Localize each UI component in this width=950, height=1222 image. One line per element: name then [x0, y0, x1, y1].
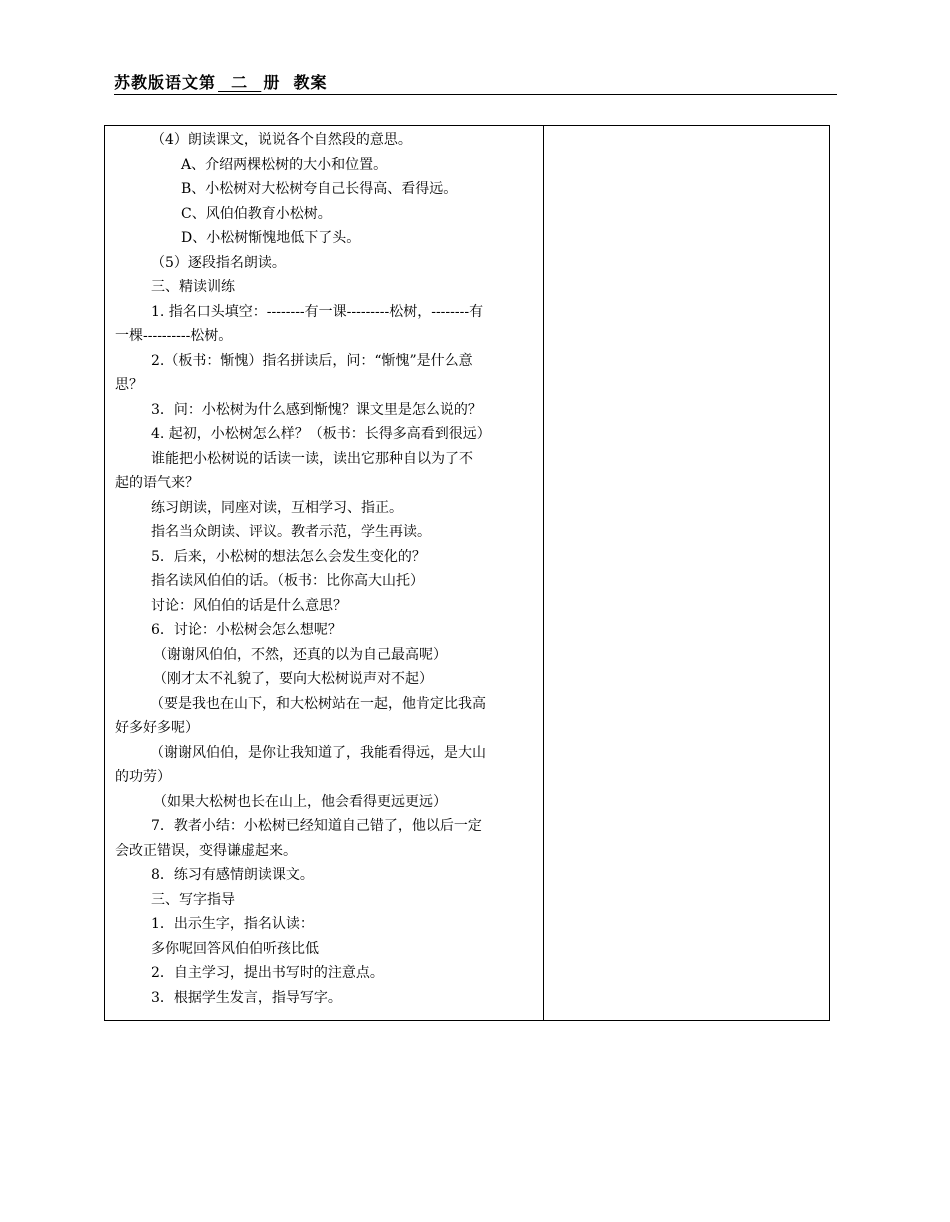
lesson-line: 讨论：风伯伯的话是什么意思？	[151, 597, 347, 614]
lesson-line: 的功劳）	[115, 769, 171, 785]
notes-cell	[544, 126, 829, 1020]
lesson-line: （如果大松树也长在山上，他会看得更远更远）	[153, 793, 447, 810]
lesson-line: 好多好多呢）	[115, 720, 199, 736]
lesson-line: 1．出示生字，指名认读：	[151, 916, 314, 932]
lesson-line: 三、精读训练	[151, 279, 235, 295]
lesson-line: 多你呢回答风伯伯听孩比低	[151, 940, 319, 957]
lesson-line: 2．自主学习，提出书写时的注意点。	[151, 965, 384, 981]
lesson-line: （刚才太不礼貌了，要向大松树说声对不起）	[153, 671, 433, 687]
lesson-table	[104, 125, 830, 1021]
lesson-line: （5）逐段指名朗读。	[151, 254, 286, 271]
lesson-line: 3．根据学生发言，指导写字。	[151, 989, 342, 1006]
lesson-line: 练习朗读，同座对读，互相学习、指正。	[151, 499, 403, 516]
header-suffix: 册 教案	[263, 73, 328, 92]
lesson-line: 8．练习有感情朗读课文。	[151, 867, 314, 883]
lesson-line: 一棵----------松树。	[115, 328, 233, 344]
lesson-line: 会改正错误，变得谦虚起来。	[115, 842, 297, 859]
lesson-line: 起的语气来？	[115, 475, 199, 491]
lesson-line: 1. 指名口头填空：--------有一课---------松树，--------有	[151, 303, 484, 320]
header-prefix: 苏教版语文第	[114, 73, 217, 92]
lesson-line: 三、写字指导	[151, 891, 235, 908]
lesson-line: 6．讨论：小松树会怎么想呢？	[151, 622, 342, 638]
page-header	[114, 68, 837, 95]
lesson-line: D、小松树惭愧地低下了头。	[181, 230, 361, 246]
lesson-line: （要是我也在山下，和大松树站在一起，他肯定比我高	[150, 695, 486, 712]
lesson-line: 4. 起初，小松树怎么样？（板书：长得多高看到很远）	[151, 426, 491, 442]
lesson-line: 7．教者小结：小松树已经知道自己错了，他以后一定	[151, 818, 482, 834]
header-title	[114, 70, 327, 93]
lesson-line: （谢谢风伯伯，是你让我知道了，我能看得远，是大山	[150, 744, 486, 761]
lesson-line: 思？	[115, 377, 143, 393]
lesson-line: 5．后来，小松树的想法怎么会发生变化的？	[151, 548, 426, 565]
lesson-line: B、小松树对大松树夸自己长得高、看得远。	[181, 181, 458, 197]
lesson-line: A、介绍两棵松树的大小和位置。	[181, 156, 388, 173]
lesson-line: 指名当众朗读、评议。教者示范，学生再读。	[151, 524, 431, 540]
lesson-line: 谁能把小松树说的话读一读，读出它那种自以为了不	[151, 450, 473, 467]
lesson-content-cell	[105, 126, 544, 1020]
lesson-line: （4）朗读课文，说说各个自然段的意思。	[151, 132, 412, 148]
lesson-line: 指名读风伯伯的话。（板书：比你高大山托）	[151, 573, 424, 589]
lesson-line: C、风伯伯教育小松树。	[181, 205, 332, 222]
lesson-line: 3．问：小松树为什么感到惭愧？课文里是怎么说的？	[151, 401, 482, 418]
lesson-content	[115, 128, 539, 1010]
header-volume: 二	[218, 73, 262, 92]
lesson-line: 2.（板书：惭愧）指名拼读后，问：“惭愧”是什么意	[151, 352, 473, 369]
lesson-line: （谢谢风伯伯，不然，还真的以为自己最高呢）	[153, 646, 447, 663]
